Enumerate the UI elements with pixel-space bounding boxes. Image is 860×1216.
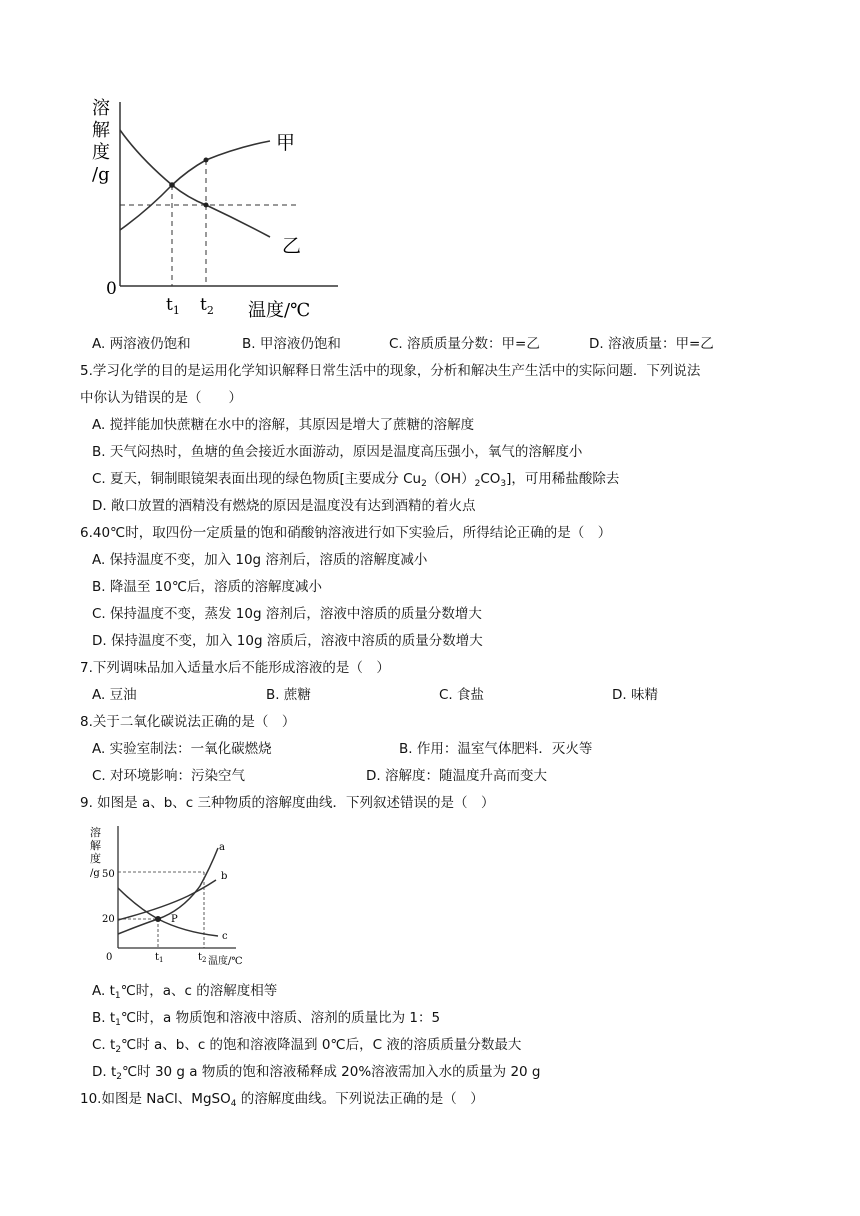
q7-option-b: B. 蔗糖: [266, 687, 311, 703]
fig2-t1-label: $t_1$: [155, 952, 164, 964]
q10-stem: 10.如图是 NaCl、MgSO$_4$ 的溶解度曲线。下列说法正确的是（ ）: [80, 1091, 484, 1109]
fig2-origin-label: 0: [106, 952, 113, 963]
q6-option-a: A. 保持温度不变，加入 10g 溶剂后，溶质的溶解度减小: [92, 552, 428, 568]
fig1-curve-jia: [120, 141, 270, 230]
q4-option-b: B. 甲溶液仍饱和: [242, 336, 341, 352]
q6-option-c: C. 保持温度不变，蒸发 10g 溶剂后，溶液中溶质的质量分数增大: [92, 606, 482, 622]
fig1-t1-label: $t_1$: [166, 295, 180, 317]
q7-option-c: C. 食盐: [439, 687, 485, 703]
fig2-y20-label: 20: [102, 914, 115, 925]
q4-option-a: A. 两溶液仍饱和: [92, 336, 191, 352]
q9-option-a: A. $t_1℃$时，a、c 的溶解度相等: [92, 983, 278, 1001]
fig1-origin-label: 0: [106, 279, 117, 299]
fig1-t2-label: $t_2$: [200, 295, 214, 317]
fig2-label-c: c: [222, 931, 228, 942]
q4-option-d: D. 溶液质量：甲=乙: [589, 336, 714, 352]
q6-option-b: B. 降温至 10℃后，溶质的溶解度减小: [92, 579, 322, 595]
q7-option-a: A. 豆油: [92, 687, 137, 703]
solubility-figure-2: [88, 822, 248, 970]
fig1-label-yi: 乙: [282, 235, 302, 257]
fig1-ylabel-3: 度: [92, 142, 110, 163]
q5-stem-line-1: 5.学习化学的目的是运用化学知识解释日常生活中的现象，分析和解决生产生活中的实际问题．下列说法: [80, 363, 701, 379]
fig2-t2-label: $t_2$: [198, 952, 207, 964]
q9-option-b: B. $t_1℃$时，a 物质饱和溶液中溶质、溶剂的质量比为 1：5: [92, 1010, 441, 1028]
fig2-xlabel: 温度/℃: [208, 956, 243, 967]
q7-stem: 7.下列调味品加入适量水后不能形成溶液的是（ ）: [80, 660, 390, 676]
q9-stem: 9. 如图是 a、b、c 三种物质的溶解度曲线．下列叙述错误的是（ ）: [80, 795, 495, 811]
q5-option-c: C. 夏天，铜制眼镜架表面出现的绿色物质[主要成分 $Cu_2(OH)_2CO_3$]，可用稀盐酸除去: [92, 471, 620, 489]
q5-stem-line-2: 中你认为错误的是（ ）: [80, 390, 242, 406]
fig2-curve-b: [118, 880, 216, 920]
q8-option-a: A. 实验室制法：一氧化碳燃烧: [92, 741, 272, 757]
fig2-ylabel-2: 解: [90, 839, 101, 852]
q5-option-d: D. 敞口放置的酒精没有燃烧的原因是温度没有达到酒精的着火点: [92, 498, 476, 514]
solubility-figure-1: [88, 92, 348, 324]
q5-option-a: A. 搅拌能加快蔗糖在水中的溶解，其原因是增大了蔗糖的溶解度: [92, 417, 475, 433]
q9-option-d: D. $t_2℃$时 30 g a 物质的饱和溶液稀释成 20%溶液需加入水的质量为 20 g: [92, 1064, 541, 1082]
fig1-ylabel-1: 溶: [92, 98, 110, 119]
fig1-ylabel-4: /g: [92, 164, 110, 185]
q8-option-b: B. 作用：温室气体肥料．灭火等: [399, 741, 593, 757]
fig1-xlabel: 温度/℃: [248, 300, 311, 321]
q8-option-c: C. 对环境影响：污染空气: [92, 768, 246, 784]
q7-option-d: D. 味精: [612, 687, 658, 703]
fig2-point-p: [155, 916, 161, 922]
fig2-label-p: P: [171, 914, 178, 925]
q6-option-d: D. 保持温度不变，加入 10g 溶质后，溶液中溶质的质量分数增大: [92, 633, 483, 649]
fig1-jia-t2-point: [204, 158, 209, 163]
q4-option-c: C. 溶质质量分数：甲=乙: [389, 336, 540, 352]
fig1-yi-t2-point: [204, 203, 209, 208]
fig1-intersection-point: [169, 182, 175, 188]
q5-option-b: B. 天气闷热时，鱼塘的鱼会接近水面游动，原因是温度高压强小，氧气的溶解度小: [92, 444, 583, 460]
fig2-label-a: a: [219, 842, 225, 853]
fig2-ylabel-4: /g: [90, 868, 100, 879]
fig2-y50-label: 50: [102, 869, 115, 880]
fig2-label-b: b: [221, 871, 228, 882]
fig1-ylabel-2: 解: [92, 120, 110, 141]
fig2-ylabel-1: 溶: [90, 826, 101, 839]
fig1-label-jia: 甲: [276, 132, 296, 154]
q8-option-d: D. 溶解度：随温度升高而变大: [366, 768, 547, 784]
q9-option-c: C. $t_2℃$时 a、b、c 的饱和溶液降温到 0℃后，C 液的溶质质量分数最大: [92, 1037, 522, 1055]
q8-stem: 8.关于二氧化碳说法正确的是（ ）: [80, 714, 296, 730]
q6-stem: 6.40℃时，取四份一定质量的饱和硝酸钠溶液进行如下实验后，所得结论正确的是（ ）: [80, 525, 612, 541]
fig2-ylabel-3: 度: [90, 852, 101, 865]
fig2-curve-a: [118, 848, 218, 934]
